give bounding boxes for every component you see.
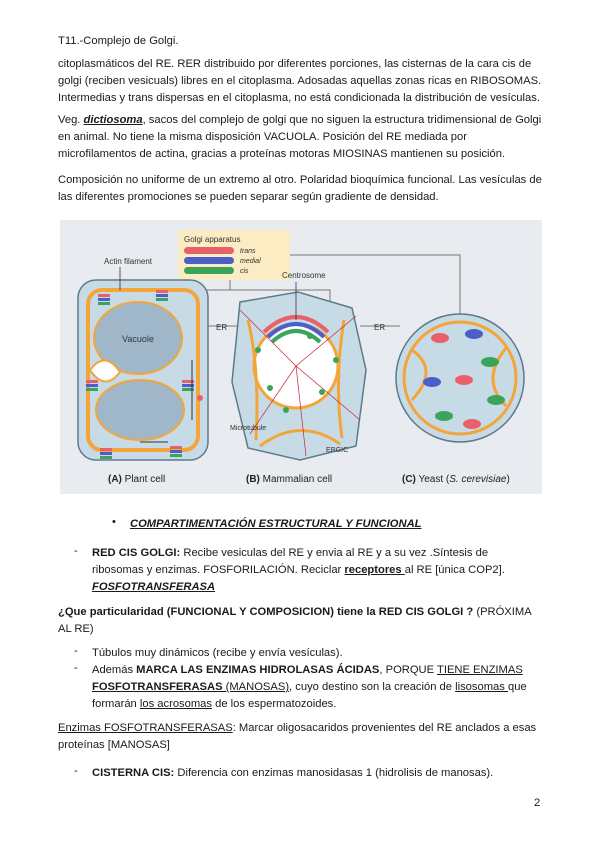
caption-a: (A) Plant cell [108,474,166,485]
label-ergic: ERGIC [326,447,349,454]
dash-3: - [74,662,78,674]
sub2-i: que formarán [92,681,527,710]
red-cis-text-2: al RE [única COP2]. [404,564,505,576]
golgi-figure [60,220,542,494]
para2-body: , sacos del complejo de golgi que no siguen la estructura tridimensional de Golgi en animal. No tiene la misma disposición VACUOLA. Posición del RE mediada por microfilamentos de actina, gracias a proteínas motoras MIOSINAS mantienen su posición. [58,114,542,160]
sub2-a: Además [92,664,137,676]
sub2-fosfotransferasas: FOSFOTRANSFERASAS [92,681,223,693]
sub2-tiene-enzimas: TIENE ENZIMAS [437,664,523,676]
dash-2: - [74,645,78,657]
sub2-k: de los espermatozoides. [212,698,337,710]
sub2-c: , PORQUE [379,664,437,676]
yeast-cell [396,314,524,442]
sub2-g: , cuyo destino son la creación de [289,681,456,693]
para2-prefix: Veg. [58,114,84,126]
caption-c: (C) Yeast (S. cerevisiae) [402,474,510,485]
label-centrosome: Centrosome [282,271,326,280]
enzimas-label: Enzimas FOSFOTRANSFERASAS [58,722,233,734]
question-bold: ¿Que particularidad (FUNCIONAL Y COMPOSICION) tiene la RED CIS GOLGI ? [58,606,474,618]
sub2-hidrolasas: MARCA LAS ENZIMAS HIDROLASAS ÁCIDAS [136,664,380,676]
label-er-left: ER [216,323,228,332]
receptores-term: receptores [344,564,405,576]
red-cis-text: Recibe vesiculas del RE y envia al RE y a su vez .Síntesis de ribosomas y enzimas. FOSFORILACIÓN. Reciclar [92,547,489,576]
paragraph-2 [58,112,544,163]
legend-trans-swatch [184,247,234,254]
legend-title: Golgi apparatus [184,235,241,244]
legend-cis-swatch [184,267,234,274]
red-cis-label: RED CIS GOLGI: [92,547,181,559]
fosfotransferasa-term: FOSFOTRANSFERASA [92,581,216,593]
golgi-diagram [60,220,542,494]
label-er-right: ER [374,323,386,332]
dash-4: - [74,765,78,777]
legend-cis: cis [240,268,249,275]
paragraph-1: citoplasmáticos del RE. RER distribuido por diferentes porciones, las cisternas de la cara cis de golgi (reciben vesicuals) libres en el citoplasma. Adosadas aquellas zonas ricas en RIBOSOMAS. Intermedias y trans dispersas en el citoplasma, no está condicionada la distribución de vesículas. [58,58,542,104]
paragraph-3: Composición no uniforme de un extremo al otro. Polaridad bioquímica funcional. Las vesículas de las diferentes promociones se pueden separar según gradiente de densidad. [58,174,542,203]
bullet-tubulos: Túbulos muy dinámicos (recibe y envía vesículas). [92,647,343,659]
dash-1: - [74,545,78,557]
page-number: 2 [534,797,541,809]
caption-b: (B) Mammalian cell [246,474,333,485]
legend-medial-swatch [184,257,234,264]
bullet-cisterna-cis [92,765,542,782]
page-title: T11.-Complejo de Golgi. [58,35,179,47]
enzimas-paragraph [58,720,544,754]
label-vacuole: Vacuole [122,334,154,344]
label-actin: Actin filament [104,257,153,266]
sub2-acrosomas: los acrosomas [139,698,212,710]
question-rest: (PRÓXIMA AL RE) [58,606,532,635]
enzimas-text: : Marcar oligosacaridos provenientes del RE anclados a esas proteínas [MANOSAS] [58,722,537,751]
bullet-red-cis [92,545,542,596]
bullet-ademas [92,662,542,713]
mammalian-cell [232,292,366,460]
legend-medial: medial [240,258,261,265]
cisterna-text: Diferencia con enzimas manosidasas 1 (hidrolisis de manosas). [174,767,494,779]
sub2-manosas: (MANOSAS) [222,681,290,693]
question [58,604,544,638]
legend-trans: trans [240,248,256,255]
vacuole-2 [96,380,184,440]
sub2-lisosomas: lisosomas [455,681,508,693]
label-microtubule: Microtubule [230,425,267,432]
plant-cell [78,280,208,460]
section-heading: COMPARTIMENTACIÓN ESTRUCTURAL Y FUNCIONAL [130,518,422,530]
term-dictiosoma: dictiosoma [83,114,143,126]
cisterna-label: CISTERNA CIS: [92,767,175,779]
heading-bullet: • [112,516,116,528]
